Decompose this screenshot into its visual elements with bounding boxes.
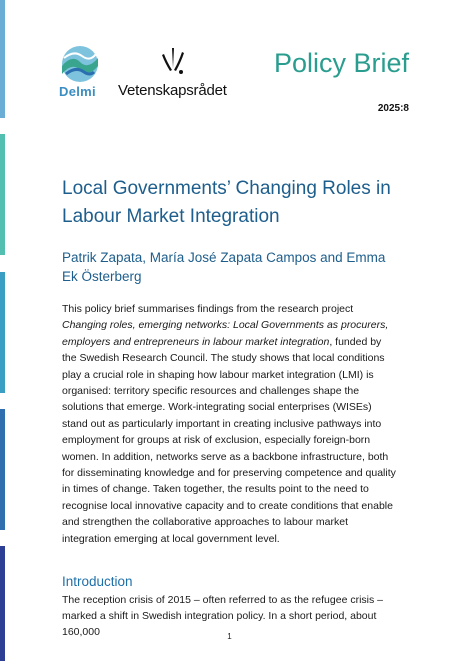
side-accent-bar bbox=[0, 409, 5, 530]
vetenskapsradet-logo bbox=[118, 46, 230, 106]
document-title: Local Governments’ Changing Roles in Labour Market Integration bbox=[62, 178, 391, 227]
introduction-paragraph: The reception crisis of 2015 – often referred to as the refugee crisis – marked a shift in Swedish integration policy. In a short period, about 160,000 bbox=[62, 594, 384, 639]
delmi-logo-mark bbox=[58, 44, 102, 84]
delmi-logo bbox=[58, 44, 108, 104]
delmi-logo-text: Delmi bbox=[59, 84, 96, 99]
abstract-paragraph bbox=[62, 301, 398, 547]
project-title: Changing roles, emerging networks: Local Governments as procurers, employers and entrepreneurs in labour market integration bbox=[62, 319, 389, 348]
side-accent-bar bbox=[0, 546, 5, 661]
section-heading-introduction: Introduction bbox=[62, 574, 133, 589]
page-number: 1 bbox=[227, 632, 232, 641]
authors: Patrik Zapata, María José Zapata Campos and Emma Ek Österberg bbox=[62, 250, 386, 284]
document-type-label: Policy Brief bbox=[273, 48, 409, 78]
abstract-body: , funded by the Swedish Research Council. The study shows that local conditions play a crucial role in shaping how labour market integration (LMI) is organised: territory specific resources and challenges shape the solutions that emerge. Work-integrating social enterprises (WISEs) stand out as particularly important in creating inclusive pathways into employment for groups at risk of exclusion, especially foreign-born women. In addition, networks serve as a backbone infrastructure, both for disseminating knowledge and for preserving competence and quality in times of change. Taken together, the results point to the need to recognise local innovative capacity and to create conditions that enable and strengthen the collaborative approaches to labour market integration emerging at local government level. bbox=[62, 335, 396, 545]
abstract-intro: This policy brief summarises findings from the research project bbox=[62, 303, 354, 315]
side-accent-bar bbox=[0, 0, 5, 118]
issue-number: 2025:8 bbox=[377, 103, 409, 114]
side-accent-bar bbox=[0, 134, 5, 255]
side-accent-bar bbox=[0, 272, 5, 393]
vetenskapsradet-logo-mark bbox=[162, 46, 184, 78]
vetenskapsradet-logo-text: Vetenskapsrådet bbox=[118, 82, 227, 99]
